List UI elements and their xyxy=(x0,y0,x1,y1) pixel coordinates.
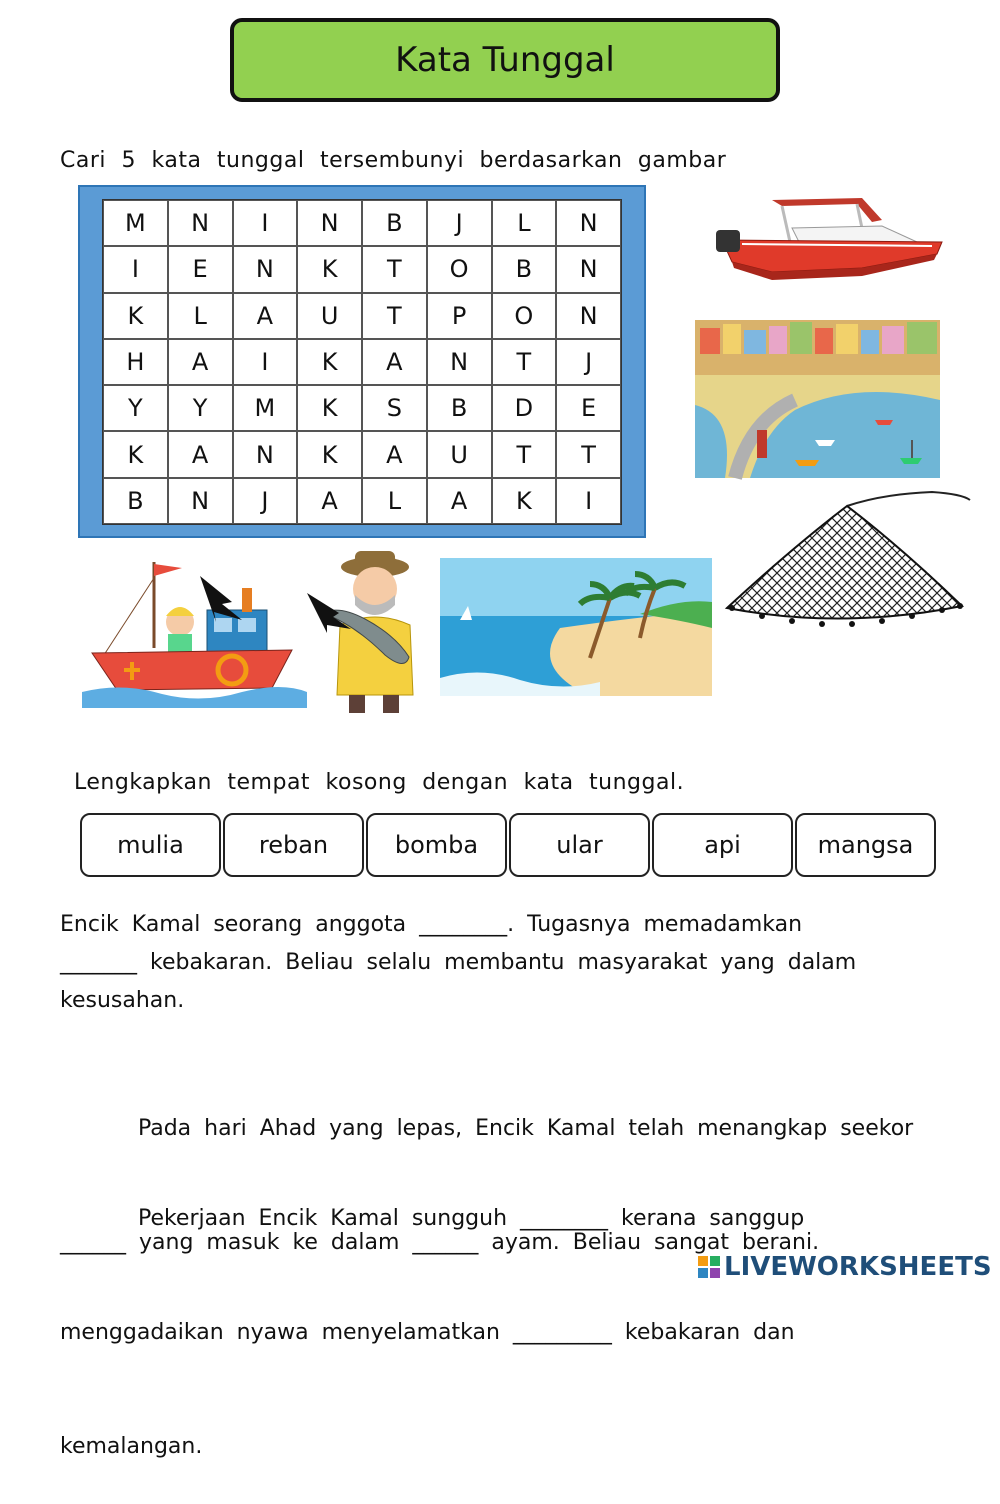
grid-cell[interactable]: H xyxy=(103,339,168,385)
grid-cell[interactable]: T xyxy=(492,339,557,385)
grid-cell[interactable]: B xyxy=(103,478,168,524)
word-option-api[interactable]: api xyxy=(652,813,793,877)
grid-cell[interactable]: T xyxy=(492,431,557,477)
word-option-mangsa[interactable]: mangsa xyxy=(795,813,936,877)
grid-cell[interactable]: A xyxy=(427,478,492,524)
harbour-picture xyxy=(695,320,940,478)
paragraph-1-line-3: kesusahan. xyxy=(60,988,185,1013)
grid-cell[interactable]: O xyxy=(492,293,557,339)
grid-cell[interactable]: J xyxy=(233,478,298,524)
grid-cell[interactable]: J xyxy=(556,339,621,385)
logo-blocks-icon xyxy=(698,1256,720,1278)
grid-cell[interactable]: T xyxy=(362,293,427,339)
grid-cell[interactable]: M xyxy=(233,385,298,431)
grid-cell[interactable]: A xyxy=(362,431,427,477)
grid-cell[interactable]: M xyxy=(103,200,168,246)
grid-cell[interactable]: K xyxy=(103,431,168,477)
grid-cell[interactable]: N xyxy=(427,339,492,385)
grid-cell[interactable]: A xyxy=(233,293,298,339)
word-option-reban[interactable]: reban xyxy=(223,813,364,877)
grid-cell[interactable]: N xyxy=(556,200,621,246)
grid-cell[interactable]: I xyxy=(556,478,621,524)
grid-cell[interactable]: K xyxy=(297,339,362,385)
grid-cell[interactable]: U xyxy=(427,431,492,477)
grid-cell[interactable]: N xyxy=(168,200,233,246)
word-bank xyxy=(80,813,936,877)
word-option-mulia[interactable]: mulia xyxy=(80,813,221,877)
instruction-fill-blanks: Lengkapkan tempat kosong dengan kata tunggal. xyxy=(74,770,685,795)
grid-cell[interactable]: U xyxy=(297,293,362,339)
grid-cell[interactable]: K xyxy=(297,246,362,292)
grid-cell[interactable]: L xyxy=(168,293,233,339)
grid-cell[interactable]: K xyxy=(297,431,362,477)
instruction-find-words: Cari 5 kata tunggal tersembunyi berdasarkan gambar xyxy=(60,148,727,173)
grid-cell[interactable]: A xyxy=(362,339,427,385)
grid-cell[interactable]: S xyxy=(362,385,427,431)
grid-cell[interactable]: B xyxy=(427,385,492,431)
grid-cell[interactable]: B xyxy=(492,246,557,292)
grid-cell[interactable]: B xyxy=(362,200,427,246)
grid-cell[interactable]: I xyxy=(103,246,168,292)
grid-cell[interactable]: E xyxy=(168,246,233,292)
grid-cell[interactable]: L xyxy=(362,478,427,524)
grid-cell[interactable]: K xyxy=(492,478,557,524)
grid-cell[interactable]: I xyxy=(233,200,298,246)
grid-cell[interactable]: Y xyxy=(103,385,168,431)
word-search-grid[interactable] xyxy=(102,199,622,525)
grid-cell[interactable]: O xyxy=(427,246,492,292)
grid-cell[interactable]: T xyxy=(362,246,427,292)
fisherman-picture xyxy=(305,545,425,715)
fishing-net-picture xyxy=(722,488,972,638)
grid-cell[interactable]: N xyxy=(556,246,621,292)
paragraph-1 xyxy=(60,906,856,1020)
grid-cell[interactable]: D xyxy=(492,385,557,431)
grid-cell[interactable]: K xyxy=(297,385,362,431)
paragraph-1-line-1: Encik Kamal seorang anggota ________. Tugasnya memadamkan xyxy=(60,912,803,937)
grid-cell[interactable]: Y xyxy=(168,385,233,431)
grid-cell[interactable]: P xyxy=(427,293,492,339)
paragraph-1-line-2: _______ kebakaran. Beliau selalu membantu masyarakat yang dalam xyxy=(60,950,857,975)
paragraph-3-line-3: kemalangan. xyxy=(60,1434,203,1459)
word-option-bomba[interactable]: bomba xyxy=(366,813,507,877)
grid-cell[interactable]: N xyxy=(168,478,233,524)
fishing-boat-picture xyxy=(82,558,307,708)
grid-cell[interactable]: N xyxy=(297,200,362,246)
grid-cell[interactable]: A xyxy=(297,478,362,524)
logo-text: LIVEWORKSHEETS xyxy=(724,1252,992,1282)
grid-cell[interactable]: N xyxy=(233,431,298,477)
title-banner xyxy=(230,18,780,102)
grid-cell[interactable]: K xyxy=(103,293,168,339)
beach-picture xyxy=(440,558,712,696)
grid-cell[interactable]: A xyxy=(168,431,233,477)
grid-cell[interactable]: T xyxy=(556,431,621,477)
grid-cell[interactable]: L xyxy=(492,200,557,246)
paragraph-3-line-2: menggadaikan nyawa menyelamatkan _________ kebakaran dan xyxy=(60,1320,795,1345)
word-option-ular[interactable]: ular xyxy=(509,813,650,877)
paragraph-2-line-2: ______ yang masuk ke dalam ______ ayam. Beliau sangat berani. xyxy=(60,1230,820,1255)
page-title: Kata Tunggal xyxy=(395,40,615,80)
paragraph-2-line-1: Pada hari Ahad yang lepas, Encik Kamal telah menangkap seekor xyxy=(60,1116,914,1141)
speedboat-picture xyxy=(712,190,952,290)
grid-cell[interactable]: A xyxy=(168,339,233,385)
grid-cell[interactable]: I xyxy=(233,339,298,385)
liveworksheets-logo xyxy=(698,1252,992,1282)
grid-cell[interactable]: J xyxy=(427,200,492,246)
grid-cell[interactable]: E xyxy=(556,385,621,431)
grid-cell[interactable]: N xyxy=(233,246,298,292)
paragraph-3 xyxy=(60,1124,804,1504)
grid-cell[interactable]: N xyxy=(556,293,621,339)
paragraph-3-line-1: Pekerjaan Encik Kamal sungguh ________ kerana sanggup xyxy=(60,1206,805,1231)
